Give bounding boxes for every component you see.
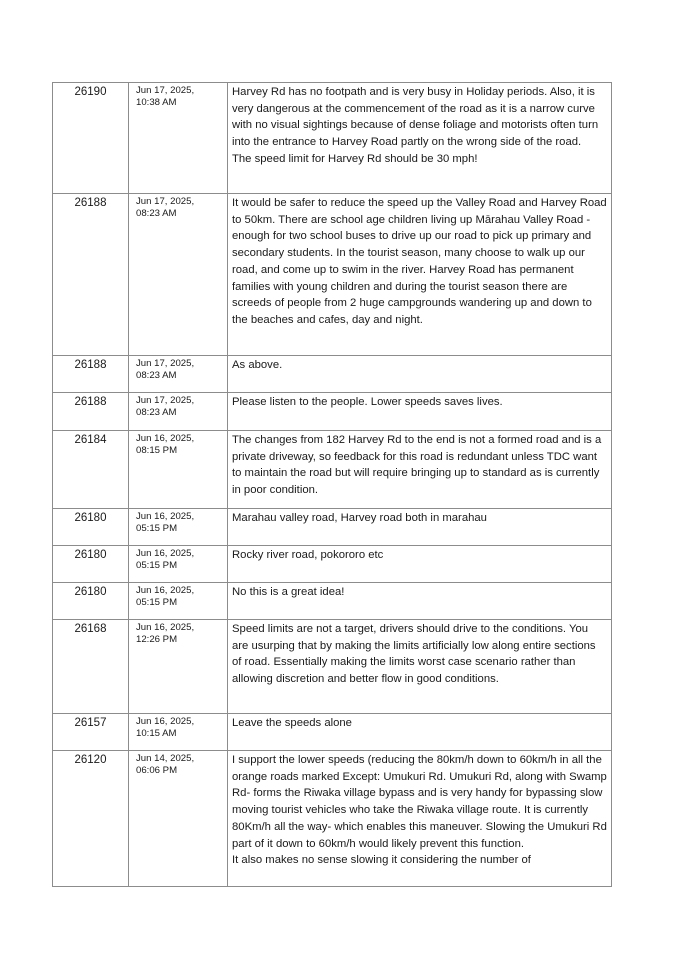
date-line: Jun 16, 2025, bbox=[136, 548, 195, 559]
comment-text: It would be safer to reduce the speed up the Valley Road and Harvey Road to 50km. There are school age children living up Mārahau Valley Road - enough for two school buses to drive up our road to pick up primary and secondary students. In the tourist season, many choose to walk up our road, and come up to swim in the river. Harvey Road has permanent families with young children and during the tourist season there are screeds of people from 2 huge campgrounds wandering up and down to the beaches and cafes, day and night. bbox=[232, 197, 607, 326]
time-line: 08:23 AM bbox=[136, 208, 177, 220]
table-row bbox=[53, 751, 612, 887]
submission-date bbox=[129, 546, 228, 583]
submission-id: 26180 bbox=[53, 583, 129, 620]
submission-id: 26157 bbox=[53, 714, 129, 751]
submission-comment bbox=[228, 356, 612, 393]
submission-comment bbox=[228, 194, 612, 356]
comment-text: Please listen to the people. Lower speeds saves lives. bbox=[232, 396, 503, 408]
time-line: 06:06 PM bbox=[136, 765, 178, 777]
date-line: Jun 14, 2025, bbox=[136, 753, 195, 764]
date-line: Jun 16, 2025, bbox=[136, 433, 195, 444]
comment-text: Speed limits are not a target, drivers should drive to the conditions. You are usurping that by making the limits artificially low along entire sections of road. Essentially making the limits worst case scenario rather than allowing discretion and better flow in good conditions. bbox=[232, 623, 596, 686]
submissions-table-body bbox=[53, 83, 612, 887]
submission-date bbox=[129, 509, 228, 546]
time-line: 08:23 AM bbox=[136, 370, 177, 382]
submission-comment bbox=[228, 431, 612, 509]
submission-id: 26190 bbox=[53, 83, 129, 194]
comment-text: Leave the speeds alone bbox=[232, 717, 352, 729]
submission-date bbox=[129, 620, 228, 714]
table-row bbox=[53, 393, 612, 431]
submission-comment bbox=[228, 751, 612, 887]
comment-text: Marahau valley road, Harvey road both in marahau bbox=[232, 512, 487, 524]
time-line: 05:15 PM bbox=[136, 597, 178, 609]
comment-text: Harvey Rd has no footpath and is very busy in Holiday periods. Also, it is very dangerous at the commencement of the road as it is a narrow curve with no visual sightings because of dense foliage and motorists often turn into the entrance to Harvey Road partly on the wrong side of the road. The speed limit for Harvey Rd should be 30 mph! bbox=[232, 86, 599, 165]
submission-date bbox=[129, 194, 228, 356]
submission-comment bbox=[228, 393, 612, 431]
submission-id: 26188 bbox=[53, 393, 129, 431]
submission-date bbox=[129, 431, 228, 509]
submissions-table bbox=[52, 82, 612, 887]
date-line: Jun 17, 2025, bbox=[136, 85, 195, 96]
table-row bbox=[53, 714, 612, 751]
submission-id: 26188 bbox=[53, 356, 129, 393]
submission-id: 26180 bbox=[53, 509, 129, 546]
table-row bbox=[53, 583, 612, 620]
date-line: Jun 17, 2025, bbox=[136, 395, 195, 406]
submission-date bbox=[129, 393, 228, 431]
comment-text: The changes from 182 Harvey Rd to the end is not a formed road and is a private driveway, so feedback for this road is redundant unless TDC want to maintain the road but will require bringing up to standard as is currently in poor condition. bbox=[232, 434, 602, 497]
submission-date bbox=[129, 583, 228, 620]
time-line: 10:38 AM bbox=[136, 97, 177, 109]
submission-id: 26168 bbox=[53, 620, 129, 714]
submission-date bbox=[129, 751, 228, 887]
table-row bbox=[53, 356, 612, 393]
date-line: Jun 16, 2025, bbox=[136, 622, 195, 633]
date-line: Jun 16, 2025, bbox=[136, 716, 195, 727]
comment-text: As above. bbox=[232, 359, 283, 371]
time-line: 05:15 PM bbox=[136, 560, 178, 572]
comment-text: I support the lower speeds (reducing the 80km/h down to 60km/h in all the orange roads marked Except: Umukuri Rd. Umukuri Rd, along with Swamp Rd- forms the Riwaka village bypass and is very handy for bypassing slow moving tourist vehicles who take the Riwaka village route. It is currently 80Km/h all the way- which enables this maneuver. Slowing the Umukuri Rd part of it down to 60km/h would likely prevent this function. It also makes no sense slowing it considering the number of bbox=[232, 754, 607, 867]
time-line: 05:15 PM bbox=[136, 523, 178, 535]
submission-date bbox=[129, 356, 228, 393]
submission-id: 26188 bbox=[53, 194, 129, 356]
submission-date bbox=[129, 714, 228, 751]
time-line: 08:23 AM bbox=[136, 407, 177, 419]
submission-id: 26180 bbox=[53, 546, 129, 583]
time-line: 08:15 PM bbox=[136, 445, 178, 457]
submission-comment bbox=[228, 714, 612, 751]
submission-id: 26120 bbox=[53, 751, 129, 887]
submission-comment bbox=[228, 83, 612, 194]
table-row bbox=[53, 620, 612, 714]
time-line: 10:15 AM bbox=[136, 728, 177, 740]
date-line: Jun 17, 2025, bbox=[136, 358, 195, 369]
table-row bbox=[53, 509, 612, 546]
table-row bbox=[53, 546, 612, 583]
submission-date bbox=[129, 83, 228, 194]
submission-id: 26184 bbox=[53, 431, 129, 509]
submission-comment bbox=[228, 509, 612, 546]
submission-comment bbox=[228, 620, 612, 714]
table-row bbox=[53, 83, 612, 194]
date-line: Jun 16, 2025, bbox=[136, 585, 195, 596]
submission-comment bbox=[228, 583, 612, 620]
table-row bbox=[53, 431, 612, 509]
time-line: 12:26 PM bbox=[136, 634, 178, 646]
table-row bbox=[53, 194, 612, 356]
submission-comment bbox=[228, 546, 612, 583]
comment-text: Rocky river road, pokororo etc bbox=[232, 549, 384, 561]
comment-text: No this is a great idea! bbox=[232, 586, 345, 598]
date-line: Jun 16, 2025, bbox=[136, 511, 195, 522]
date-line: Jun 17, 2025, bbox=[136, 196, 195, 207]
